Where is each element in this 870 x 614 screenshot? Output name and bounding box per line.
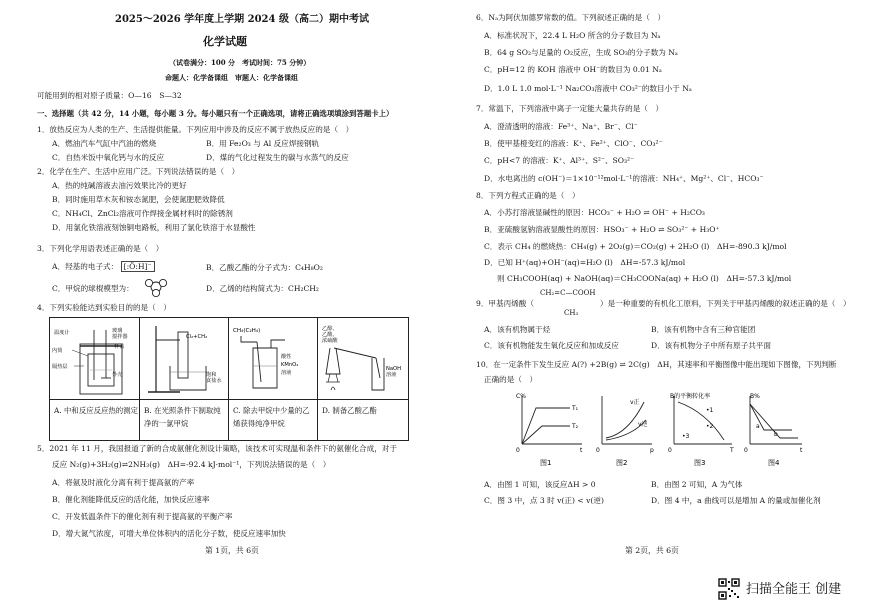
q10-stem: 10．在一定条件下发生反应 A(?) +2B(g) ⇌ 2C(g) ΔH，其速率和平衡图像中能出现如下图像，下列判断 bbox=[476, 360, 837, 369]
q2-stem: 2．化学在生产、生活中应用广泛。下列说法错误的是（ ） bbox=[37, 167, 240, 176]
calorimeter-label-stirrer: 搅拌器 bbox=[112, 334, 128, 340]
g3-y-label: B的平衡转化率 bbox=[670, 393, 711, 400]
g1-origin: 0 bbox=[516, 447, 520, 454]
g1-x-label: t bbox=[580, 447, 583, 454]
calorimeter-label-glass: 玻璃 bbox=[112, 328, 123, 334]
q10-stem-2: 正确的是（ ） bbox=[484, 375, 538, 384]
graph-3 bbox=[668, 392, 734, 467]
g1-curve-t1: T₁ bbox=[572, 405, 579, 412]
q10-option-a: A．由图 1 可知，该反应ΔH > 0 bbox=[484, 480, 596, 489]
g2-x-label: p bbox=[650, 447, 654, 454]
q9-option-d: D．该有机物分子中所有原子共平面 bbox=[651, 341, 771, 350]
q4-option-d: D. 制备乙酸乙酯 bbox=[322, 406, 377, 415]
q2-option-a: A．热的纯碱溶液去油污效果比冷的更好 bbox=[52, 181, 187, 190]
g3-point-3: •3 bbox=[682, 433, 690, 440]
q7-stem: 7．常温下，下列溶液中离子一定能大量共存的是（ ） bbox=[476, 104, 664, 113]
q3-option-d: D．乙烯的结构简式为：CH₂CH₂ bbox=[206, 284, 319, 293]
q5-option-b: B．催化剂能降低反应的活化能，加快反应速率 bbox=[52, 495, 210, 504]
q10-option-c: C．图 3 中，点 3 时 v(正) < v(逆) bbox=[484, 496, 604, 505]
ethyl-acetate-diagram bbox=[318, 318, 408, 398]
gas-wash-label-gas: CH₄(C₂H₄) bbox=[233, 328, 261, 334]
q9-formula: CH₂=C—COOH bbox=[540, 289, 596, 297]
q1-option-d: D．煤的气化过程发生的碳与水蒸气的反应 bbox=[206, 153, 349, 162]
g2-curve-forward: v正 bbox=[630, 399, 640, 406]
chlorination-label-gas: Cl₂+CH₄ bbox=[186, 334, 208, 340]
page-footer-right: 第 2页，共 6页 bbox=[625, 546, 679, 555]
q6-option-c: C．pH=12 的 KOH 溶液中 OH⁻的数目为 0.01 Nₐ bbox=[484, 65, 662, 74]
q4-stem: 4．下列实验能达到实验目的的是（ ） bbox=[37, 303, 171, 312]
q9-formula-methyl: CH₃ bbox=[564, 309, 579, 317]
q7-option-d: D．水电离出的 c(OH⁻)＝1×10⁻¹²mol·L⁻¹的溶液：NH₄⁺、Mg²⁺、Cl⁻、HCO₃⁻ bbox=[484, 174, 764, 183]
q4-option-a: A. 中和反应反应热的测定 bbox=[54, 406, 138, 415]
calorimeter-label-insulation: 隔热层 bbox=[52, 364, 68, 370]
exam-meta: （试卷满分：100 分 考试时间：75 分钟） bbox=[169, 58, 311, 67]
methane-ball-stick-icon bbox=[144, 278, 168, 296]
subject-title: 化学试题 bbox=[203, 35, 247, 48]
g1-caption: 图1 bbox=[540, 459, 552, 467]
q3-electron-formula: [:Ö:H]⁻ bbox=[121, 261, 155, 272]
graph-4 bbox=[744, 393, 803, 467]
calorimeter-label-thermometer: 温度计 bbox=[54, 330, 70, 336]
q1-option-c: C．自热米饭中氧化钙与水的反应 bbox=[52, 153, 165, 162]
page-footer-left: 第 1页，共 6页 bbox=[205, 546, 259, 555]
q10-option-d: D．图 4 中，a 曲线可以是增加 A 的量或加催化剂 bbox=[651, 496, 821, 505]
q9-stem-end: ）是一种重要的有机化工原料，下列关于甲基丙烯酸的叙述正确的是（ ） bbox=[600, 299, 851, 308]
q5-stem-2: 反应 N₂(g)+3H₂(g)⇌2NH₃(g) ΔH=-92.4 kJ·mol⁻¹，下列说法错误的是（ ） bbox=[52, 460, 331, 469]
calorimeter-label-lid: 杯盖 bbox=[114, 344, 125, 350]
q9-option-b: B．该有机物中含有三种官能团 bbox=[651, 325, 756, 334]
q1-stem: 1．放热反应为人类的生产、生活提供能量。下列应用中涉及的反应不属于放热反应的是（ ） bbox=[37, 125, 354, 134]
q5-option-a: A．将氨及时液化分离有利于提高氨的产率 bbox=[52, 478, 195, 487]
q7-option-c: C．pH<7 的溶液：K⁺、Al³⁺、S²⁻、SO₃²⁻ bbox=[484, 156, 635, 165]
scanner-watermark: 扫描全能王 创建 bbox=[746, 582, 842, 597]
calorimeter-label-inner: 内筒 bbox=[52, 348, 63, 354]
q7-option-b: B．使甲基橙变红的溶液：K⁺、Fe²⁺、ClO⁻、CO₃²⁻ bbox=[484, 139, 663, 148]
q2-option-c: C．NH₄Cl、ZnCl₂溶液可作焊接金属材料时的除锈剂 bbox=[52, 209, 233, 218]
q9-option-c: C．该有机物能发生氧化反应和加成反应 bbox=[484, 341, 619, 350]
g3-point-1: •1 bbox=[706, 407, 714, 414]
atomic-masses: 可能用到的相对原子质量：O—16 S—32 bbox=[37, 91, 182, 100]
q3-option-a-label: A．羟基的电子式： bbox=[52, 262, 119, 271]
g3-caption: 图3 bbox=[694, 459, 706, 467]
q3-stem: 3．下列化学用语表述正确的是（ ） bbox=[37, 244, 164, 253]
ester-label-sulfuric: 浓硫酸 bbox=[322, 338, 338, 344]
ester-label-acid: 乙酸、 bbox=[322, 332, 338, 338]
q1-option-a: A．燃油汽车气缸中汽油的燃烧 bbox=[52, 139, 157, 148]
graph-1 bbox=[516, 393, 583, 467]
q8-option-d: D．已知 H⁺(aq)+OH⁻(aq)=H₂O (l) ΔH=-57.3 kJ/mol bbox=[484, 258, 686, 267]
q9-option-a: A．该有机物属于烃 bbox=[484, 325, 551, 334]
q3-option-a bbox=[52, 262, 155, 272]
q2-option-d: D．用氯化铁溶液刻蚀铜电路板，利用了氯化铁溶于水显酸性 bbox=[52, 223, 256, 232]
q6-option-b: B．64 g SO₂与足量的 O₂反应，生成 SO₃的分子数为 Nₐ bbox=[484, 48, 678, 57]
q8-stem: 8．下列方程式正确的是（ ） bbox=[476, 191, 580, 200]
g1-y-label: C% bbox=[516, 393, 526, 400]
gas-wash-label-kmno4: KMnO₄ bbox=[281, 362, 299, 368]
section-heading: 一、选择题（共 42 分，14 小题，每小题 3 分。每小题只有一个正确选项，请将正确选项填涂到答题卡上） bbox=[37, 109, 394, 118]
gas-wash-label-acidic: 酸性 bbox=[281, 354, 292, 360]
q2-option-b: B．同时施用草木灰和铵态氮肥，会使氮肥肥效降低 bbox=[52, 195, 225, 204]
g2-caption: 图2 bbox=[616, 459, 628, 467]
q8-option-b: B．亚硫酸氢钠溶液显酸性的原因：HSO₃⁻ + H₂O ⇌ SO₃²⁻ + H₃O⁺ bbox=[484, 225, 720, 234]
qr-code-icon bbox=[718, 578, 740, 600]
g4-x-label: t bbox=[800, 447, 803, 454]
q8-option-d-line2: 则 CH₃COOH(aq) + NaOH(aq)＝CH₃COONa(aq) + H₂O (l) ΔH=-57.3 kJ/mol bbox=[497, 274, 792, 283]
q9-stem bbox=[476, 299, 851, 309]
q10-option-b: B．由图 2 可知，A 为气体 bbox=[651, 480, 743, 489]
q4-option-c: C. 除去甲烷中少量的乙烯获得纯净甲烷 bbox=[233, 406, 310, 429]
q4-option-b: B. 在光照条件下制取纯净的一氯甲烷 bbox=[144, 406, 221, 429]
graph-2 bbox=[596, 396, 654, 467]
gas-wash-label-solution: 溶液 bbox=[281, 370, 292, 376]
calorimeter-label-shell: 外壳 bbox=[112, 372, 123, 378]
g3-x-label: T bbox=[730, 447, 734, 454]
q3-option-b: B．乙酸乙酯的分子式为：C₄H₈O₂ bbox=[206, 263, 323, 272]
ester-label-naoh: NaOH bbox=[386, 366, 402, 372]
q1-option-b: B．用 Fe₂O₃ 与 Al 反应焊接钢轨 bbox=[206, 139, 320, 148]
q8-option-c: C．表示 CH₄ 的燃烧热：CH₄(g) + 2O₂(g)＝CO₂(g) + 2H₂O (l) ΔH=-890.3 kJ/mol bbox=[484, 242, 787, 251]
g4-caption: 图4 bbox=[768, 459, 780, 467]
g4-origin: 0 bbox=[744, 447, 748, 454]
q4-experiment-table bbox=[49, 317, 409, 441]
q10-graphs bbox=[510, 390, 810, 470]
q9-stem-start: 9．甲基丙烯酸（ bbox=[476, 299, 534, 308]
q5-stem: 5．2021 年 11 月，我国报道了新的合成氨催化剂设计策略，该技术可实现温和条件下的氨催化合成，对于 bbox=[37, 444, 397, 453]
q8-option-a: A．小苏打溶液显碱性的原因：HCO₃⁻ + H₂O ⇌ OH⁻ + H₂CO₃ bbox=[484, 208, 705, 217]
g4-curve-a: a bbox=[756, 423, 760, 430]
chlorination-label-brine: 食盐水 bbox=[206, 378, 222, 384]
g2-origin: 0 bbox=[596, 447, 600, 454]
q5-option-d: D．增大氮气浓度，可增大单位体积内的活化分子数，使反应速率加快 bbox=[52, 529, 286, 538]
ester-label-ethanol: 乙醇、 bbox=[322, 326, 338, 332]
g1-curve-t2: T₂ bbox=[572, 423, 579, 430]
chlorination-diagram bbox=[140, 318, 228, 398]
calorimeter-diagram bbox=[50, 318, 138, 398]
g2-curve-reverse: v逆 bbox=[638, 421, 648, 428]
g3-point-2: •2 bbox=[706, 423, 714, 430]
g4-curve-b: b bbox=[774, 431, 778, 438]
q5-option-c: C．开发低温条件下的催化剂有利于提高氨的平衡产率 bbox=[52, 512, 233, 521]
q3-option-c: C．甲烷的球棍模型为： bbox=[52, 284, 134, 293]
q6-option-d: D．1.0 L 1.0 mol·L⁻¹ Na₂CO₃溶液中 CO₃²⁻的数目小于 Nₐ bbox=[484, 84, 692, 93]
exam-title: 2025～2026 学年度上学期 2024 级（高二）期中考试 bbox=[115, 14, 369, 25]
q6-stem: 6．Nₐ为阿伏加德罗常数的值。下列叙述正确的是（ ） bbox=[476, 13, 666, 22]
q7-option-a: A．澄清透明的溶液：Fe³⁺、Na⁺、Br⁻、Cl⁻ bbox=[484, 122, 638, 131]
exam-authors: 命题人：化学备课组 审题人：化学备课组 bbox=[165, 73, 298, 82]
g3-origin: 0 bbox=[668, 447, 672, 454]
chlorination-label-saturated: 饱和 bbox=[206, 372, 217, 378]
ester-label-naoh-solution: 溶液 bbox=[386, 372, 397, 378]
g4-y-label: B% bbox=[750, 393, 760, 400]
q6-option-a: A．标准状况下，22.4 L H₂O 所含的分子数目为 Nₐ bbox=[484, 31, 661, 40]
gas-wash-diagram bbox=[229, 318, 317, 398]
